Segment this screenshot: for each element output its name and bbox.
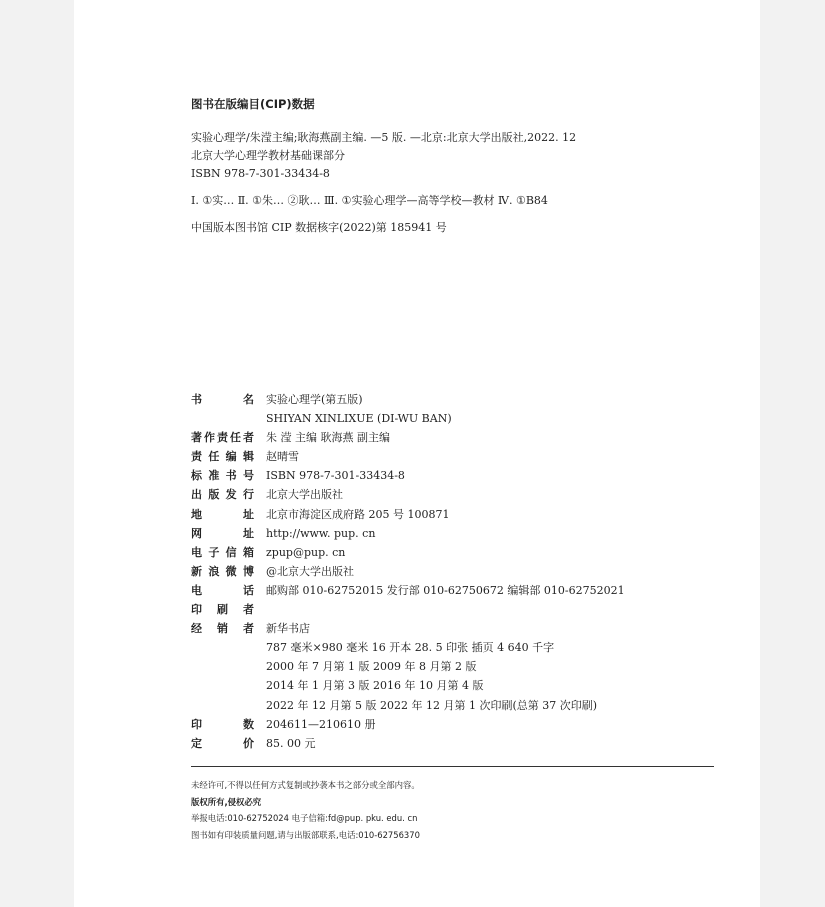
info-row (191, 543, 711, 562)
info-value: 朱 滢 主编 耿海燕 副主编 (266, 431, 390, 445)
info-label-char: 网 (191, 526, 202, 540)
cip-line-series: 北京大学心理学教材基础课部分 (191, 149, 345, 162)
info-label-char: 信 (225, 545, 237, 559)
info-label-char: 电 (191, 545, 202, 559)
info-label-char: 址 (243, 507, 254, 521)
info-label-char: 地 (191, 507, 202, 521)
info-value: @北京大学出版社 (266, 564, 354, 578)
info-label (191, 485, 254, 504)
info-label (191, 600, 254, 619)
info-label (191, 524, 254, 543)
info-row (191, 390, 711, 409)
info-value (254, 600, 266, 619)
info-label-char: 新 (191, 564, 202, 578)
info-label-char: 任 (208, 450, 220, 464)
info-label-char: 任 (230, 431, 241, 445)
info-label (191, 390, 254, 409)
info-row (191, 734, 711, 753)
info-value: 北京市海淀区成府路 205 号 100871 (266, 507, 450, 521)
info-label-char: 编 (225, 450, 237, 464)
info-value: 新华书店 (266, 622, 310, 636)
info-row (191, 600, 711, 619)
info-label (191, 466, 254, 485)
info-label-char: 箱 (242, 545, 254, 559)
info-row (191, 562, 711, 581)
info-row (191, 619, 711, 638)
info-label-char: 作 (204, 431, 215, 445)
info-label-char: 责 (191, 450, 202, 464)
info-row (191, 676, 711, 695)
info-value: 85. 00 元 (266, 736, 316, 750)
info-row (191, 638, 711, 657)
info-label-char: 书 (225, 469, 237, 483)
info-label-char: 准 (208, 469, 220, 483)
info-label-char: 著 (191, 431, 202, 445)
info-label (191, 543, 254, 562)
info-label-char: 者 (243, 603, 254, 617)
info-label-char: 责 (217, 431, 228, 445)
cip-line-title: 实验心理学/朱滢主编;耿海燕副主编. —5 版. —北京:北京大学出版社,2022. 12 (191, 131, 577, 144)
cip-line-verification: 中国版本图书馆 CIP 数据核字(2022)第 185941 号 (191, 221, 447, 234)
info-label-char: 数 (243, 717, 254, 731)
cip-heading: 图书在版编目(CIP)数据 (191, 97, 315, 111)
info-label-char: 经 (191, 622, 202, 636)
info-label (191, 657, 254, 676)
info-label-char: 者 (243, 622, 254, 636)
info-row (191, 409, 711, 428)
info-label-char: 话 (243, 583, 254, 597)
info-row (191, 581, 711, 600)
info-label-char: 印 (191, 717, 202, 731)
info-label-char: 价 (243, 736, 254, 750)
info-label-char: 发 (225, 488, 237, 502)
info-label-char: 印 (191, 603, 202, 617)
info-row (191, 524, 711, 543)
footer-quality-contact: 图书如有印装质量问题,请与出版部联系,电话:010-62756370 (191, 829, 420, 840)
info-label-char: 出 (191, 488, 202, 502)
info-value: zpup@pup. cn (266, 545, 346, 559)
info-value: 2000 年 7 月第 1 版 2009 年 8 月第 2 版 (266, 660, 477, 674)
info-label-char: 子 (208, 545, 220, 559)
info-label-char: 版 (208, 488, 220, 502)
info-label (191, 638, 254, 657)
copyright-info-table (191, 390, 711, 753)
info-label (191, 505, 254, 524)
info-value: 北京大学出版社 (266, 488, 343, 502)
footer-divider (191, 766, 714, 767)
info-row (191, 657, 711, 676)
info-label (191, 562, 254, 581)
info-label-char: 刷 (217, 603, 228, 617)
info-label-char: 博 (242, 564, 254, 578)
info-label-char: 号 (242, 469, 254, 483)
info-value: 2022 年 12 月第 5 版 2022 年 12 月第 1 次印刷(总第 37 次印刷) (266, 698, 598, 712)
info-value: 2014 年 1 月第 3 版 2016 年 10 月第 4 版 (266, 679, 484, 693)
info-row (191, 428, 711, 447)
info-label (191, 734, 254, 753)
info-label (191, 428, 254, 447)
info-row (191, 466, 711, 485)
info-label-char: 辑 (242, 450, 254, 464)
info-label-char: 标 (191, 469, 202, 483)
info-value: ISBN 978-7-301-33434-8 (266, 469, 405, 483)
footer-notice: 未经许可,不得以任何方式复制或抄袭本书之部分或全部内容。 (191, 780, 420, 790)
info-label-char: 者 (243, 431, 254, 445)
info-label-char: 书 (191, 393, 202, 406)
info-row (191, 505, 711, 524)
info-label (191, 619, 254, 638)
info-label-char: 电 (191, 583, 202, 597)
cip-line-isbn: ISBN 978-7-301-33434-8 (191, 167, 330, 180)
info-label-char: 址 (243, 526, 254, 540)
info-label (191, 409, 254, 428)
info-value: SHIYAN XINLIXUE (DI-WU BAN) (266, 412, 452, 426)
footer-notes (191, 777, 714, 843)
info-label-char: 浪 (208, 564, 220, 578)
info-label-char: 名 (243, 393, 254, 406)
info-label (191, 676, 254, 695)
info-value: 赵晴雪 (266, 450, 299, 464)
info-row (191, 696, 711, 715)
info-value: 邮购部 010-62752015 发行部 010-62750672 编辑部 010-62752021 (266, 583, 625, 597)
info-row (191, 715, 711, 734)
cip-block (191, 96, 751, 237)
cip-line-classification: Ⅰ. ①实… Ⅱ. ①朱… ②耿… Ⅲ. ①实验心理学—高等学校—教材 Ⅳ. ①B84 (191, 194, 548, 207)
info-label-char: 定 (191, 736, 202, 750)
info-label-char: 行 (242, 488, 254, 502)
info-value: 实验心理学(第五版) (266, 393, 363, 406)
info-row (191, 447, 711, 466)
footer-rights: 版权所有,侵权必究 (191, 796, 262, 807)
info-value: 787 毫米×980 毫米 16 开本 28. 5 印张 插页 4 640 千字 (266, 641, 555, 655)
info-label-char: 销 (217, 622, 228, 636)
info-label (191, 447, 254, 466)
info-label (191, 715, 254, 734)
info-label (191, 696, 254, 715)
footer-report-contact: 举报电话:010-62752024 电子信箱:fd@pup. pku. edu. cn (191, 813, 418, 823)
info-value: http://www. pup. cn (266, 526, 376, 540)
info-row (191, 485, 711, 504)
info-value: 204611—210610 册 (266, 717, 376, 731)
info-label (191, 581, 254, 600)
info-label-char: 微 (225, 564, 237, 578)
